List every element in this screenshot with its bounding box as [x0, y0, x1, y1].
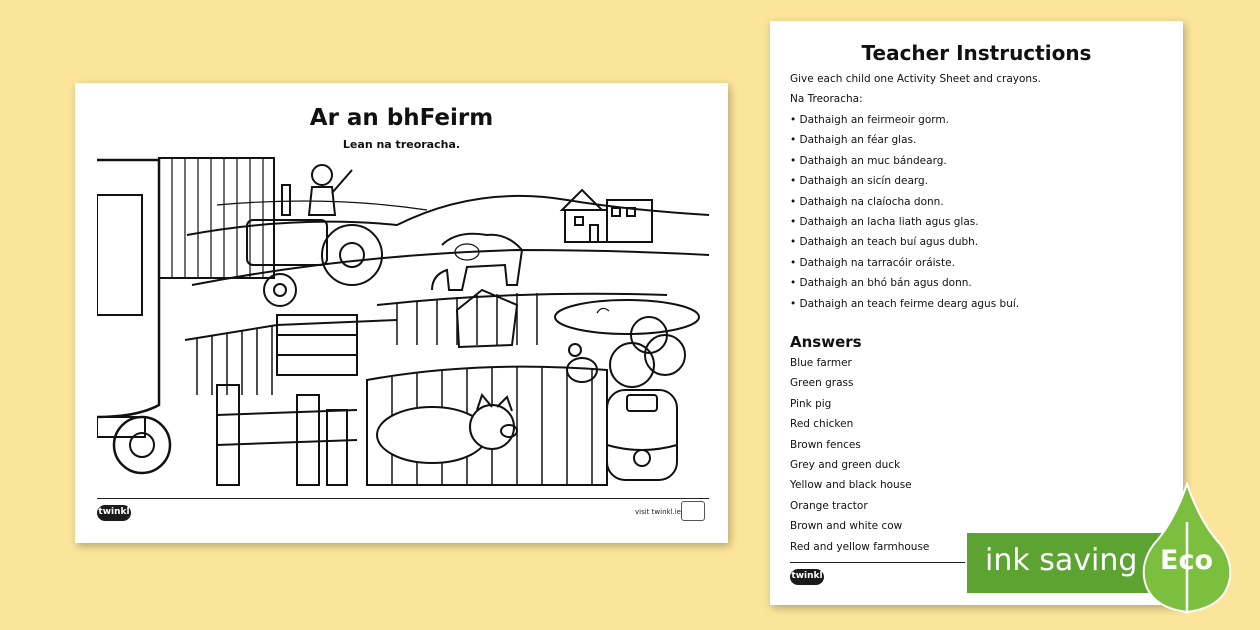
answer-item: Green grass: [790, 377, 854, 389]
footer-url: visit twinkl.ie: [635, 508, 681, 516]
answer-item: Pink pig: [790, 398, 832, 410]
answer-item: Yellow and black house: [790, 479, 912, 491]
answer-item: Grey and green duck: [790, 459, 901, 471]
activity-subtitle: Lean na treoracha.: [342, 138, 461, 151]
activity-title: Ar an bhFeirm: [309, 105, 494, 131]
activity-footer-divider: [97, 498, 709, 499]
direction-item: • Dathaigh an teach feirme dearg agus buí.: [790, 298, 1020, 310]
answer-item: Brown fences: [790, 439, 861, 451]
twinkl-logo: twinkl: [790, 569, 824, 585]
eco-badge-text: Eco: [1160, 545, 1213, 576]
activity-sheet: [75, 83, 728, 543]
teacher-title: Teacher Instructions: [861, 41, 1092, 65]
farm-colouring-illustration: [97, 155, 709, 495]
direction-item: • Dathaigh an lacha liath agus glas.: [790, 216, 979, 228]
direction-item: • Dathaigh an sicín dearg.: [790, 175, 929, 187]
twinkl-logo: twinkl: [97, 505, 131, 521]
ink-saving-label: ink saving: [985, 543, 1138, 578]
direction-item: • Dathaigh na tarracóir oráiste.: [790, 257, 955, 269]
answer-item: Brown and white cow: [790, 520, 903, 532]
quality-badge-icon: [681, 501, 705, 521]
answer-item: Blue farmer: [790, 357, 852, 369]
teacher-intro: Give each child one Activity Sheet and crayons.: [790, 73, 1041, 85]
directions-heading: Na Treoracha:: [790, 93, 863, 105]
answer-item: Orange tractor: [790, 500, 868, 512]
direction-item: • Dathaigh an bhó bán agus donn.: [790, 277, 972, 289]
answer-item: Red chicken: [790, 418, 854, 430]
answer-item: Red and yellow farmhouse: [790, 541, 930, 553]
answers-heading: Answers: [790, 333, 862, 351]
direction-item: • Dathaigh na claíocha donn.: [790, 196, 944, 208]
direction-item: • Dathaigh an féar glas.: [790, 134, 917, 146]
direction-item: • Dathaigh an teach buí agus dubh.: [790, 236, 979, 248]
direction-item: • Dathaigh an feirmeoir gorm.: [790, 114, 949, 126]
teacher-instructions-sheet: [770, 21, 1183, 605]
direction-item: • Dathaigh an muc bándearg.: [790, 155, 947, 167]
